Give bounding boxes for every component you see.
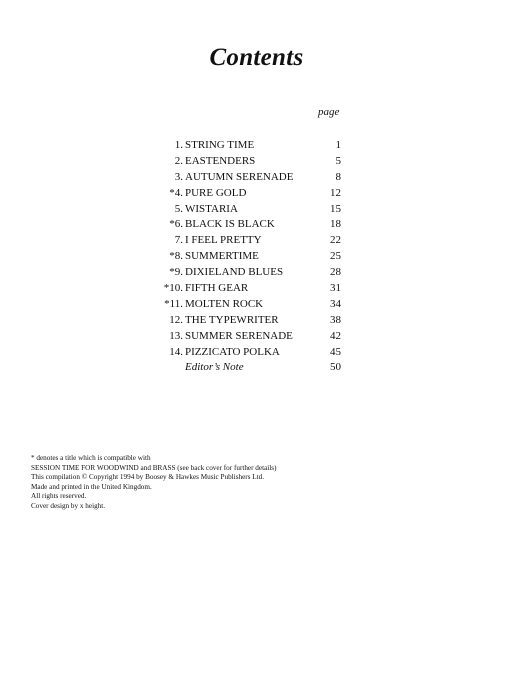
- toc-entry-page: 22: [330, 234, 341, 247]
- toc-entry-number: *8.: [169, 250, 183, 263]
- toc-entry-number: 7.: [174, 234, 183, 247]
- toc-entry-number: 1.: [174, 139, 183, 151]
- toc-entry-title: STRING TIME: [185, 139, 255, 151]
- toc-entry: [140, 265, 345, 281]
- toc-entry: [140, 345, 345, 361]
- toc-entry-page: 1: [335, 139, 341, 151]
- toc-entry: [140, 154, 345, 170]
- toc-entry-number: *4.: [169, 186, 183, 199]
- footnote-line: All rights reserved.: [31, 492, 87, 501]
- toc-entry-number: *6.: [169, 218, 183, 231]
- toc-entry-number: 2.: [174, 154, 183, 167]
- toc-entry-title: EASTENDERS: [185, 154, 256, 167]
- toc-entry: [140, 138, 345, 154]
- toc-entry-number: 14.: [169, 345, 183, 358]
- toc-entry: [140, 281, 345, 297]
- toc-entry-page: 45: [330, 345, 341, 358]
- footnote-line: SESSION TIME FOR WOODWIND and BRASS (see back cover for further details): [31, 463, 277, 472]
- toc-entry: [140, 329, 345, 345]
- toc-entry-number: 12.: [169, 313, 183, 326]
- page-title: Contents: [209, 44, 304, 71]
- toc-entry-title: PURE GOLD: [185, 186, 247, 199]
- footnote-line: * denotes a title which is compatible with: [31, 454, 151, 462]
- toc-entry-title: Editor’s Note: [185, 361, 244, 374]
- toc-entry-page: 8: [335, 170, 341, 183]
- toc-entry-number: *11.: [164, 297, 183, 310]
- toc-entry-page: 18: [330, 218, 341, 231]
- page-column-label: page: [318, 106, 340, 118]
- footnote-line: Made and printed in the United Kingdom.: [31, 482, 152, 491]
- toc-entry-title: FIFTH GEAR: [185, 282, 249, 295]
- toc-entry-editors-note: [140, 360, 345, 376]
- toc-entry-page: 42: [330, 329, 341, 342]
- toc-entry: [140, 313, 345, 329]
- toc-entry-page: 28: [330, 266, 341, 279]
- toc-entry-page: 31: [330, 282, 341, 295]
- toc-entry-title: SUMMERTIME: [185, 250, 259, 263]
- footnote-line: Cover design by x height.: [31, 501, 106, 510]
- toc-entry-title: SUMMER SERENADE: [185, 329, 293, 342]
- toc-entry-title: AUTUMN SERENADE: [185, 170, 294, 183]
- toc-entry-page: 15: [330, 202, 341, 215]
- toc-entry-title: THE TYPEWRITER: [185, 313, 279, 326]
- toc-entry-title: WISTARIA: [185, 202, 238, 215]
- copyright-footnote: [31, 454, 276, 512]
- toc-entry-title: I FEEL PRETTY: [185, 234, 262, 247]
- toc-entry: [140, 217, 345, 233]
- footnote-line: This compilation © Copyright 1994 by Boosey & Hawkes Music Publishers Ltd.: [31, 473, 265, 482]
- toc-entry: [140, 233, 345, 249]
- toc-entry-page: 12: [330, 186, 341, 199]
- toc-entry: [140, 202, 345, 218]
- toc-entry-number: 3.: [174, 170, 183, 183]
- toc-entry-page: 5: [335, 154, 341, 167]
- toc-entry: [140, 186, 345, 202]
- toc-entry-title: DIXIELAND BLUES: [185, 266, 284, 279]
- toc-entry-number: 5.: [174, 202, 183, 215]
- toc-entry-title: PIZZICATO POLKA: [185, 345, 280, 358]
- toc-entry-number: 13.: [169, 329, 183, 342]
- toc-entry: [140, 249, 345, 265]
- toc-entry-page: 50: [330, 361, 341, 374]
- toc-entry-page: 25: [330, 250, 341, 263]
- toc-entry-number: *9.: [169, 266, 183, 279]
- toc-entry-page: 38: [330, 313, 341, 326]
- toc-entry: [140, 297, 345, 313]
- toc-entry-number: *10.: [163, 282, 183, 295]
- toc-entry-title: BLACK IS BLACK: [185, 218, 275, 231]
- table-of-contents: [140, 138, 345, 376]
- toc-entry: [140, 170, 345, 186]
- toc-entry-page: 34: [330, 297, 341, 310]
- toc-entry-title: MOLTEN ROCK: [185, 297, 264, 310]
